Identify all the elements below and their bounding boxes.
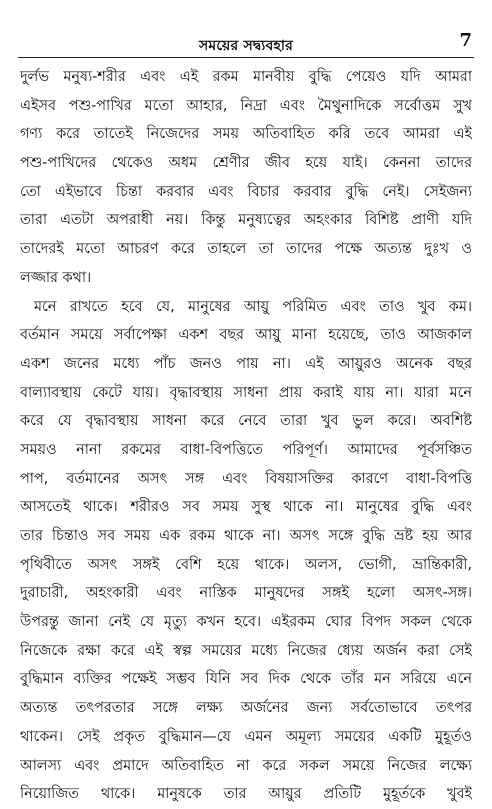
text-line: তারা এতটা অপরাধী নয়। কিন্তু মনুষ্যত্বের অহংকার বিশিষ্ট প্রাণী যদি (20, 212, 472, 229)
text-line: আসতেই থাকে। শরীরও সব সময় সুস্থ থাকে না। মানুষের বুদ্ধি এবং (20, 499, 472, 516)
header-rule (18, 57, 474, 58)
text-line: এইসব পশু-পাখির মতো আহার, নিদ্রা এবং মৈথুনাদিকে সর্বোত্তম সুখ (20, 97, 472, 114)
text-line: তো এইভাবে চিন্তা করবার এবং বিচার করবার বুদ্ধি নেই। সেইজন্য (20, 183, 472, 200)
text-line: নিয়োজিত থাকে। মানুষকে তার আয়ুর প্রতিটি মুহূর্তকে খুবই (20, 786, 472, 803)
text-line: পৃথিবীতে অসৎ সঙ্গই বেশি হয়ে থাকে। অলস, ভোগী, ভ্রান্তিকারী, (20, 556, 472, 573)
text-line: আলস্য এবং প্রমাদে অতিবাহিত না করে সকল সময়ে নিজের লক্ষ্যে (20, 757, 472, 774)
text-line: থাকেন। সেই প্রকৃত বুদ্ধিমান—যে এমন অমূল্য সময়ের একটি মুহূর্তও (20, 728, 472, 745)
running-header-title: সময়ের সদ্ব্যবহার (198, 38, 293, 54)
text-line: বুদ্ধিমান ব্যক্তির পক্ষেই সম্ভব যিনি সব দিক থেকে তাঁর মন সরিয়ে এনে (20, 671, 472, 688)
text-line: বর্তমান সময়ে সর্বাপেক্ষা একশ বছর আয়ু মানা হয়েছে, তাও আজকাল (20, 327, 472, 344)
text-line: পশু-পাখিদের থেকেও অধম শ্রেণীর জীব হয়ে যাই। কেননা তাদের (20, 155, 472, 172)
text-line: বাল্যাবস্থায় কেটে যায়। বৃদ্ধাবস্থায় সাধনা প্রায় করাই যায় না। যারা মনে (20, 384, 472, 401)
text-line: নিজেকে রক্ষা করে এই স্বল্প সময়ের মধ্যে নিজের ধ্যেয় অর্জন করা সেই (20, 642, 472, 659)
running-header (18, 30, 474, 56)
text-line: অত্যন্ত তৎপরতার সঙ্গে লক্ষ্য অর্জনের জন্য সর্বতোভাবে তৎপর (20, 700, 472, 717)
text-line: উপরন্তু জানা নেই যে মৃত্যু কখন হবে। এইরকম ঘোর বিপদ সকল থেকে (20, 614, 472, 631)
text-line: দুরাচারী, অহংকারী এবং নাস্তিক মানুষদের সঙ্গই হলো অসৎ-সঙ্গ। (20, 585, 472, 602)
text-line: একশ জনের মধ্যে পাঁচ জনও পায় না। এই আয়ুরও অনেক বছর (20, 355, 472, 372)
text-line: তাদেরই মতো আচরণ করে তাহলে তা তাদের পক্ষে অত্যন্ত দুঃখ ও (20, 241, 472, 258)
page-number: 7 (459, 30, 472, 51)
text-line: পাপ, বর্তমানের অসৎ সঙ্গ এবং বিষয়াসক্তির কারণে বাধা-বিপত্তি (20, 470, 472, 487)
text-line: তার চিন্তাও সব সময় এক রকম থাকে না। অসৎ সঙ্গে বুদ্ধি ভ্রষ্ট হয় আর (20, 528, 472, 544)
text-line: গণ্য করে তাতেই নিজেদের সময় অতিবাহিত করি তবে আমরা এই (20, 126, 472, 143)
body-text (20, 63, 472, 809)
text-line: দুর্লভ মনুষ্য-শরীর এবং এই রকম মানবীয় বুদ্ধি পেয়েও যদি আমরা (20, 69, 472, 85)
paragraph-end-line: লজ্জার কথা। (20, 269, 92, 286)
text-line: সময়ও নানা রকমের বাধা-বিপত্তিতে পরিপূর্ণ। আমাদের পূর্বসঞ্চিত (20, 441, 472, 458)
text-line: করে যে বৃদ্ধাবস্থায় সাধনা করে নেবে তারা খুব ভুল করে। অবশিষ্ট (20, 413, 472, 430)
paragraph-start-line: মনে রাখতে হবে যে, মানুষের আয়ু পরিমিত এবং তাও খুব কম। (34, 298, 472, 315)
